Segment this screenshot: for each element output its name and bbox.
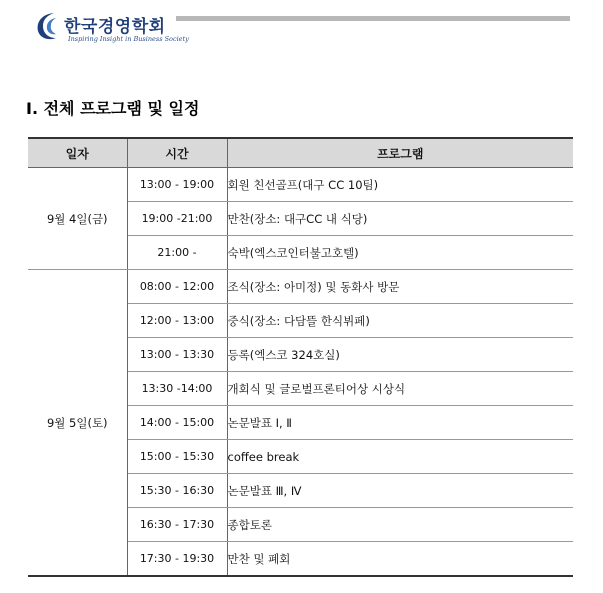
program-cell: 회원 친선골프(대구 CC 10팀) <box>227 168 573 202</box>
time-cell: 13:00 - 13:30 <box>127 338 227 372</box>
day-date: 9월 5일(토) <box>28 270 127 577</box>
time-cell: 13:30 -14:00 <box>127 372 227 406</box>
logo-swoosh-icon <box>34 10 64 42</box>
header-program: 프로그램 <box>227 138 573 168</box>
time-cell: 21:00 - <box>127 236 227 270</box>
program-cell: 논문발표 Ⅲ, Ⅳ <box>227 474 573 508</box>
day-date: 9월 4일(금) <box>28 168 127 270</box>
program-cell: 조식(장소: 아미정) 및 동화사 방문 <box>227 270 573 304</box>
section-title: Ⅰ. 전체 프로그램 및 일정 <box>26 99 200 118</box>
header-date: 일자 <box>28 138 127 168</box>
time-cell: 12:00 - 13:00 <box>127 304 227 338</box>
program-cell: coffee break <box>227 440 573 474</box>
time-cell: 15:30 - 16:30 <box>127 474 227 508</box>
program-cell: 중식(장소: 다담뜰 한식뷔페) <box>227 304 573 338</box>
program-cell: 종합토론 <box>227 508 573 542</box>
program-cell: 만찬 및 폐회 <box>227 542 573 577</box>
program-cell: 논문발표 Ⅰ, Ⅱ <box>227 406 573 440</box>
time-cell: 15:00 - 15:30 <box>127 440 227 474</box>
time-cell: 19:00 -21:00 <box>127 202 227 236</box>
program-cell: 숙박(엑스코인터불고호텔) <box>227 236 573 270</box>
program-cell: 등록(엑스코 324호실) <box>227 338 573 372</box>
time-cell: 13:00 - 19:00 <box>127 168 227 202</box>
society-logo <box>34 10 189 44</box>
logo-tagline: Inspiring Insight in Business Society <box>68 35 189 43</box>
table-row <box>28 270 573 304</box>
time-cell: 17:30 - 19:30 <box>127 542 227 577</box>
table-row <box>28 168 573 202</box>
logo-name: 한국경영학회 <box>64 17 166 37</box>
header-divider <box>176 16 570 21</box>
time-cell: 14:00 - 15:00 <box>127 406 227 440</box>
schedule-table <box>28 137 573 577</box>
table-header-row <box>28 138 573 168</box>
time-cell: 08:00 - 12:00 <box>127 270 227 304</box>
header-time: 시간 <box>127 138 227 168</box>
time-cell: 16:30 - 17:30 <box>127 508 227 542</box>
program-cell: 개회식 및 글로벌프론티어상 시상식 <box>227 372 573 406</box>
program-cell: 만찬(장소: 대구CC 내 식당) <box>227 202 573 236</box>
